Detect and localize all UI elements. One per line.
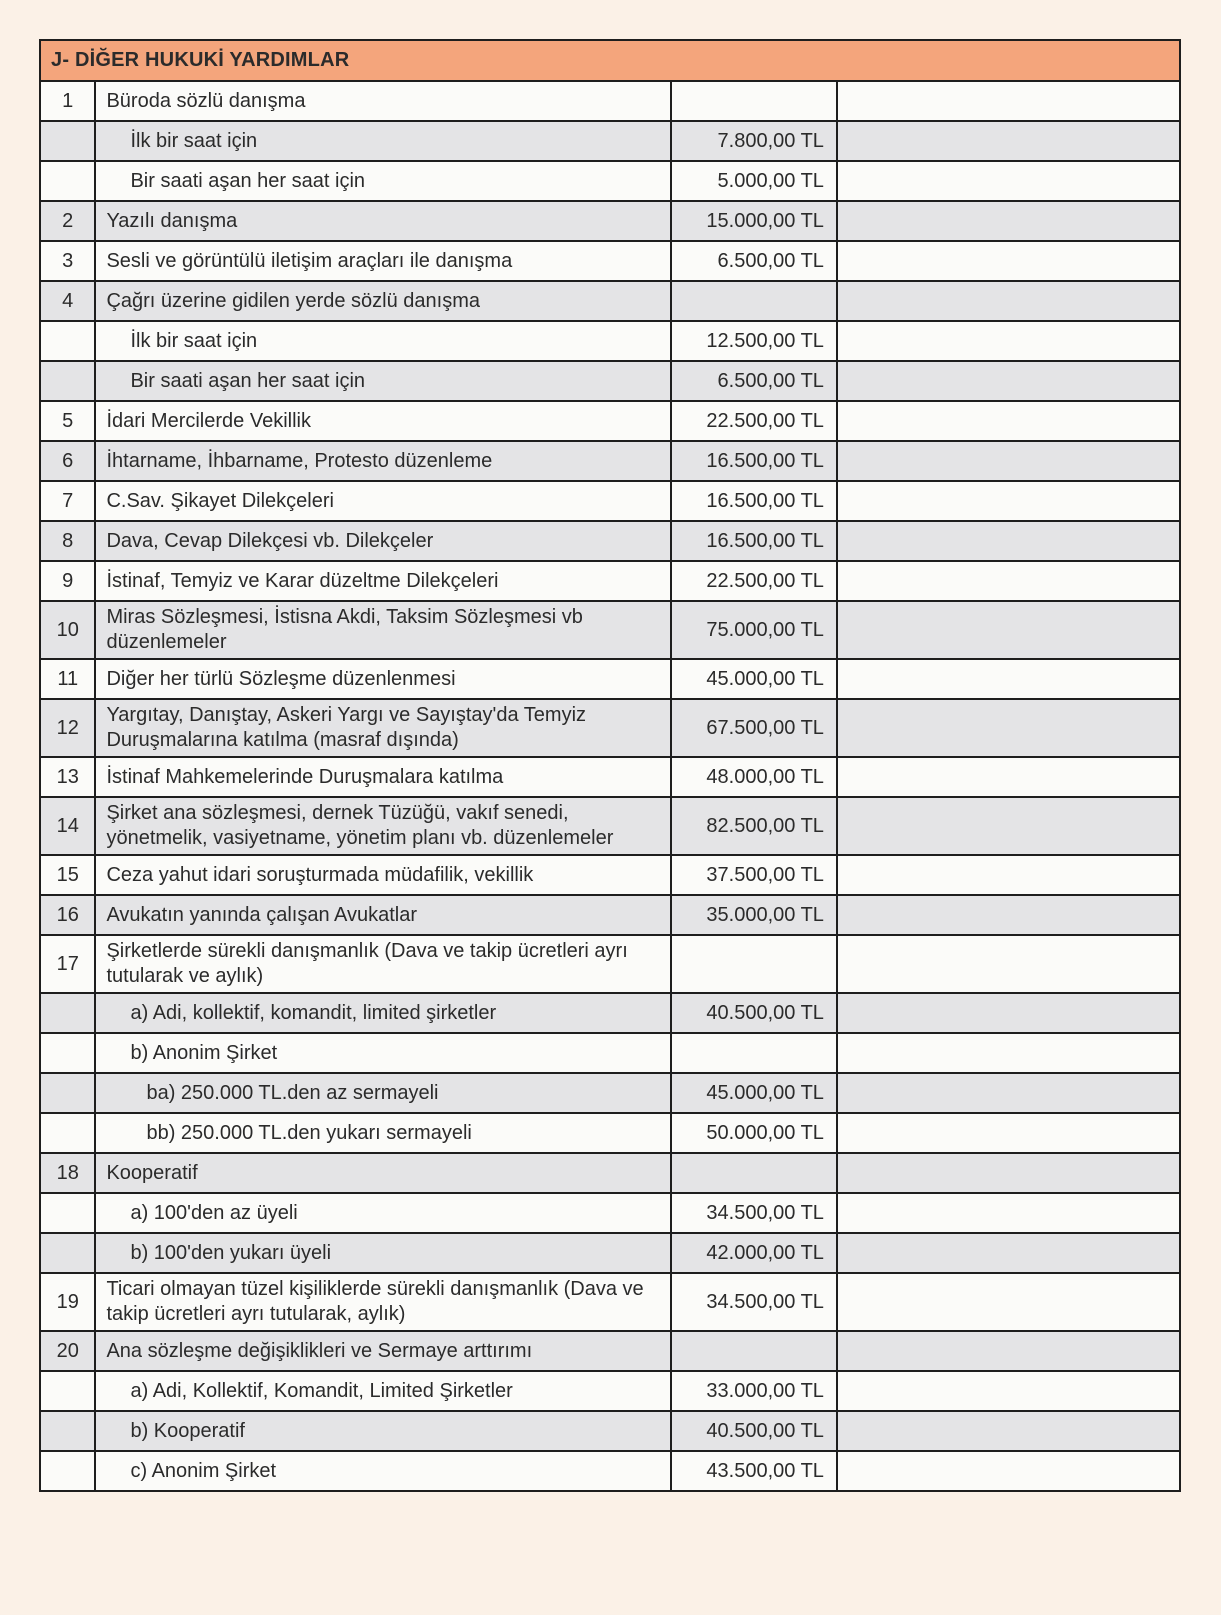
row-number <box>40 1411 95 1451</box>
row-number <box>40 993 95 1033</box>
row-blank-cell <box>837 81 1180 121</box>
row-number: 7 <box>40 481 95 521</box>
row-fee <box>671 81 837 121</box>
row-description: Bir saati aşan her saat için <box>95 361 670 401</box>
row-blank-cell <box>837 1153 1180 1193</box>
row-fee: 50.000,00 TL <box>671 1113 837 1153</box>
row-description: b) 100'den yukarı üyeli <box>95 1233 670 1273</box>
row-blank-cell <box>837 1273 1180 1331</box>
section-title: J- DİĞER HUKUKİ YARDIMLAR <box>40 40 1180 81</box>
row-number <box>40 1193 95 1233</box>
row-fee: 6.500,00 TL <box>671 361 837 401</box>
row-description: İstinaf Mahkemelerinde Duruşmalara katılma <box>95 757 670 797</box>
row-number: 2 <box>40 201 95 241</box>
row-number <box>40 1451 95 1491</box>
row-blank-cell <box>837 241 1180 281</box>
row-fee: 42.000,00 TL <box>671 1233 837 1273</box>
row-number: 15 <box>40 855 95 895</box>
row-description: Yazılı danışma <box>95 201 670 241</box>
row-number: 17 <box>40 935 95 993</box>
row-fee: 43.500,00 TL <box>671 1451 837 1491</box>
row-fee: 6.500,00 TL <box>671 241 837 281</box>
table-header-row <box>40 40 1180 81</box>
row-blank-cell <box>837 1411 1180 1451</box>
table-row <box>40 757 1180 797</box>
row-blank-cell <box>837 201 1180 241</box>
row-blank-cell <box>837 1371 1180 1411</box>
row-fee: 7.800,00 TL <box>671 121 837 161</box>
row-fee: 16.500,00 TL <box>671 441 837 481</box>
row-number <box>40 1033 95 1073</box>
table-row <box>40 281 1180 321</box>
row-number <box>40 1113 95 1153</box>
row-fee: 40.500,00 TL <box>671 1411 837 1451</box>
row-fee <box>671 1153 837 1193</box>
table-row <box>40 1193 1180 1233</box>
table-row <box>40 481 1180 521</box>
row-number: 8 <box>40 521 95 561</box>
row-number: 19 <box>40 1273 95 1331</box>
row-number: 16 <box>40 895 95 935</box>
row-fee: 45.000,00 TL <box>671 659 837 699</box>
row-description: b) Anonim Şirket <box>95 1033 670 1073</box>
row-blank-cell <box>837 1233 1180 1273</box>
table-row <box>40 81 1180 121</box>
row-number: 11 <box>40 659 95 699</box>
row-blank-cell <box>837 797 1180 855</box>
row-fee: 35.000,00 TL <box>671 895 837 935</box>
table-row <box>40 521 1180 561</box>
row-fee: 16.500,00 TL <box>671 481 837 521</box>
row-description: Büroda sözlü danışma <box>95 81 670 121</box>
row-fee: 45.000,00 TL <box>671 1073 837 1113</box>
table-row <box>40 241 1180 281</box>
row-blank-cell <box>837 1073 1180 1113</box>
row-description: ba) 250.000 TL.den az sermayeli <box>95 1073 670 1113</box>
row-fee: 75.000,00 TL <box>671 601 837 659</box>
row-description: Kooperatif <box>95 1153 670 1193</box>
row-fee: 82.500,00 TL <box>671 797 837 855</box>
row-fee: 48.000,00 TL <box>671 757 837 797</box>
row-description: Dava, Cevap Dilekçesi vb. Dilekçeler <box>95 521 670 561</box>
row-description: a) Adi, Kollektif, Komandit, Limited Şirketler <box>95 1371 670 1411</box>
row-fee <box>671 281 837 321</box>
table-row <box>40 1233 1180 1273</box>
table-row <box>40 1411 1180 1451</box>
row-blank-cell <box>837 895 1180 935</box>
row-blank-cell <box>837 521 1180 561</box>
row-blank-cell <box>837 361 1180 401</box>
row-description: C.Sav. Şikayet Dilekçeleri <box>95 481 670 521</box>
table-row <box>40 1451 1180 1491</box>
row-description: Bir saati aşan her saat için <box>95 161 670 201</box>
table-row <box>40 361 1180 401</box>
row-description: a) 100'den az üyeli <box>95 1193 670 1233</box>
row-description: bb) 250.000 TL.den yukarı sermayeli <box>95 1113 670 1153</box>
row-number <box>40 361 95 401</box>
row-number: 18 <box>40 1153 95 1193</box>
table-row <box>40 441 1180 481</box>
row-number <box>40 1233 95 1273</box>
row-blank-cell <box>837 935 1180 993</box>
table-row <box>40 895 1180 935</box>
fee-table-body <box>40 81 1180 1491</box>
row-description: İhtarname, İhbarname, Protesto düzenleme <box>95 441 670 481</box>
row-blank-cell <box>837 561 1180 601</box>
row-fee: 22.500,00 TL <box>671 561 837 601</box>
row-fee: 33.000,00 TL <box>671 1371 837 1411</box>
table-row <box>40 121 1180 161</box>
row-fee: 16.500,00 TL <box>671 521 837 561</box>
row-blank-cell <box>837 993 1180 1033</box>
row-fee: 67.500,00 TL <box>671 699 837 757</box>
table-row <box>40 1273 1180 1331</box>
table-row <box>40 993 1180 1033</box>
row-number <box>40 1073 95 1113</box>
row-description: İstinaf, Temyiz ve Karar düzeltme Dilekçeleri <box>95 561 670 601</box>
table-row <box>40 659 1180 699</box>
row-blank-cell <box>837 441 1180 481</box>
table-row <box>40 1331 1180 1371</box>
row-fee <box>671 1033 837 1073</box>
row-number: 14 <box>40 797 95 855</box>
table-row <box>40 561 1180 601</box>
table-row <box>40 401 1180 441</box>
row-blank-cell <box>837 699 1180 757</box>
row-description: Şirketlerde sürekli danışmanlık (Dava ve takip ücretleri ayrı tutularak ve aylık) <box>95 935 670 993</box>
row-description: Ana sözleşme değişiklikleri ve Sermaye arttırımı <box>95 1331 670 1371</box>
row-number: 4 <box>40 281 95 321</box>
table-row <box>40 1033 1180 1073</box>
row-number: 3 <box>40 241 95 281</box>
row-number <box>40 1371 95 1411</box>
row-number: 1 <box>40 81 95 121</box>
row-description: İlk bir saat için <box>95 321 670 361</box>
row-number: 12 <box>40 699 95 757</box>
table-row <box>40 601 1180 659</box>
row-blank-cell <box>837 855 1180 895</box>
row-description: a) Adi, kollektif, komandit, limited şirketler <box>95 993 670 1033</box>
row-fee: 34.500,00 TL <box>671 1193 837 1233</box>
row-number: 13 <box>40 757 95 797</box>
row-blank-cell <box>837 161 1180 201</box>
row-blank-cell <box>837 601 1180 659</box>
table-row <box>40 1371 1180 1411</box>
row-blank-cell <box>837 401 1180 441</box>
row-number: 6 <box>40 441 95 481</box>
row-fee: 5.000,00 TL <box>671 161 837 201</box>
row-description: Sesli ve görüntülü iletişim araçları ile danışma <box>95 241 670 281</box>
row-description: b) Kooperatif <box>95 1411 670 1451</box>
row-description: Şirket ana sözleşmesi, dernek Tüzüğü, vakıf senedi, yönetmelik, vasiyetname, yönetim planı vb. düzenlemeler <box>95 797 670 855</box>
row-blank-cell <box>837 1451 1180 1491</box>
row-number: 9 <box>40 561 95 601</box>
row-number: 5 <box>40 401 95 441</box>
table-row <box>40 855 1180 895</box>
row-blank-cell <box>837 321 1180 361</box>
row-fee: 15.000,00 TL <box>671 201 837 241</box>
table-row <box>40 699 1180 757</box>
row-blank-cell <box>837 481 1180 521</box>
row-blank-cell <box>837 1193 1180 1233</box>
row-description: Çağrı üzerine gidilen yerde sözlü danışma <box>95 281 670 321</box>
row-fee <box>671 935 837 993</box>
fee-schedule-table <box>39 39 1181 1492</box>
row-fee: 34.500,00 TL <box>671 1273 837 1331</box>
row-description: Ticari olmayan tüzel kişiliklerde sürekli danışmanlık (Dava ve takip ücretleri ayrı tutularak, aylık) <box>95 1273 670 1331</box>
row-blank-cell <box>837 757 1180 797</box>
row-number <box>40 161 95 201</box>
row-fee: 12.500,00 TL <box>671 321 837 361</box>
row-description: Miras Sözleşmesi, İstisna Akdi, Taksim Sözleşmesi vb düzenlemeler <box>95 601 670 659</box>
row-description: Ceza yahut idari soruşturmada müdafilik, vekillik <box>95 855 670 895</box>
row-blank-cell <box>837 121 1180 161</box>
row-fee: 40.500,00 TL <box>671 993 837 1033</box>
row-number <box>40 121 95 161</box>
row-number <box>40 321 95 361</box>
row-description: c) Anonim Şirket <box>95 1451 670 1491</box>
row-number: 10 <box>40 601 95 659</box>
row-fee: 22.500,00 TL <box>671 401 837 441</box>
row-blank-cell <box>837 1033 1180 1073</box>
row-description: İlk bir saat için <box>95 121 670 161</box>
table-row <box>40 1073 1180 1113</box>
table-row <box>40 935 1180 993</box>
row-number: 20 <box>40 1331 95 1371</box>
row-blank-cell <box>837 281 1180 321</box>
table-row <box>40 201 1180 241</box>
row-description: Avukatın yanında çalışan Avukatlar <box>95 895 670 935</box>
row-description: Diğer her türlü Sözleşme düzenlenmesi <box>95 659 670 699</box>
table-row <box>40 321 1180 361</box>
row-description: İdari Mercilerde Vekillik <box>95 401 670 441</box>
table-row <box>40 161 1180 201</box>
table-row <box>40 1113 1180 1153</box>
row-blank-cell <box>837 1331 1180 1371</box>
table-row <box>40 797 1180 855</box>
row-fee <box>671 1331 837 1371</box>
row-blank-cell <box>837 1113 1180 1153</box>
row-fee: 37.500,00 TL <box>671 855 837 895</box>
row-description: Yargıtay, Danıştay, Askeri Yargı ve Sayıştay'da Temyiz Duruşmalarına katılma (masraf dışında) <box>95 699 670 757</box>
row-blank-cell <box>837 659 1180 699</box>
table-row <box>40 1153 1180 1193</box>
